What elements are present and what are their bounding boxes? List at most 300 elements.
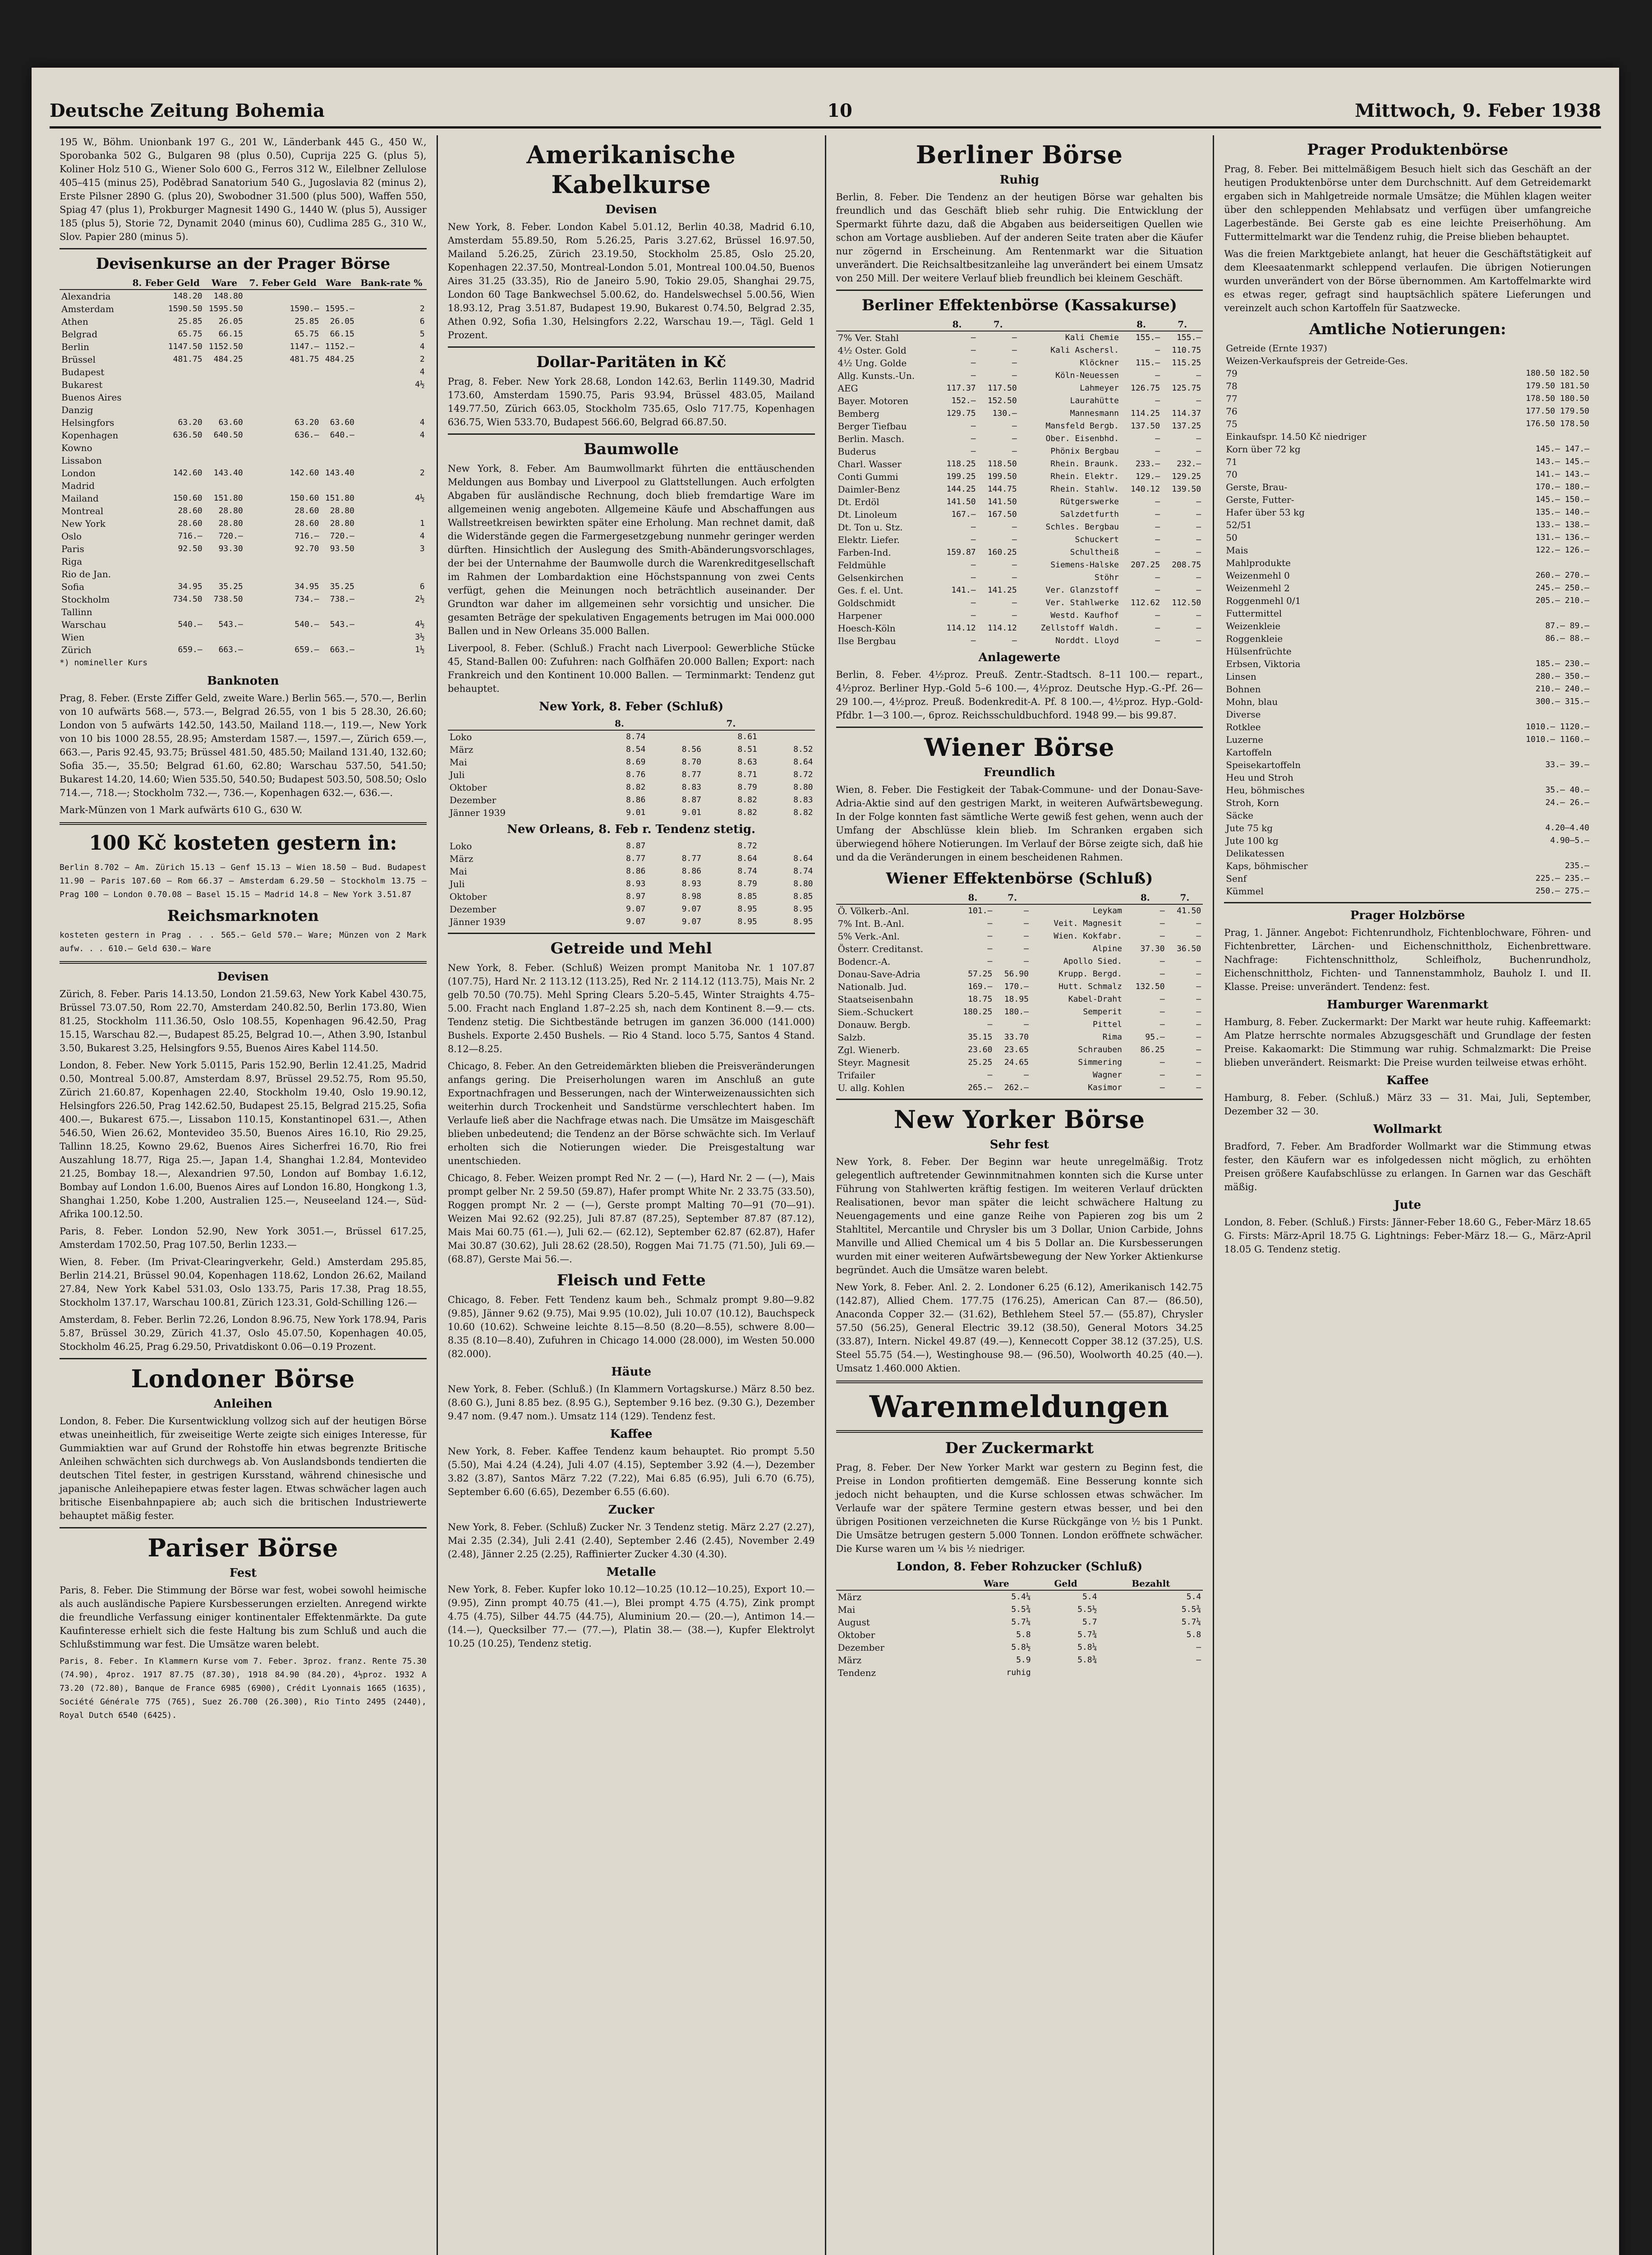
nyb-sub: Sehr fest — [989, 1138, 1049, 1151]
table-cell: 95.— — [1145, 1032, 1165, 1042]
table-cell: — — [1196, 1058, 1201, 1067]
table-cell: 640.50 — [213, 430, 243, 440]
table-cell: 143.— 145.— — [1535, 457, 1589, 466]
table-row — [836, 369, 1203, 382]
table-row — [448, 878, 815, 890]
table-cell: 734.50 — [173, 594, 202, 604]
table-cell: Jänner 1939 — [449, 807, 506, 818]
table-cell — [245, 606, 321, 618]
table-cell: Norddt. Lloyd — [1055, 636, 1119, 645]
table-cell: 118.25 — [946, 459, 976, 469]
table-row — [1224, 809, 1591, 822]
table-cell: Stöhr — [1094, 573, 1119, 582]
table-cell: 178.50 180.50 — [1526, 394, 1589, 403]
table-cell: 4½ — [415, 380, 425, 389]
table-row — [1224, 872, 1591, 885]
table-cell: 159.87 — [946, 548, 976, 557]
table-cell: 1595.50 — [208, 304, 243, 313]
table-cell: 35.— 40.— — [1545, 785, 1589, 795]
table-row — [60, 492, 427, 505]
table-cell: 1147.— — [290, 342, 319, 351]
table-cell: Bukarest — [61, 379, 103, 390]
table-cell: — — [971, 598, 976, 607]
table-row — [60, 568, 427, 580]
table-cell: 5.9 — [1016, 1655, 1031, 1665]
kaffee-hamburg-text: Hamburg, 8. Feber. (Schluß.) März 33 — 31. Mai, Juli, September, Dezember 32 — 30. — [1224, 1092, 1591, 1117]
table-cell: Erbsen, Viktoria — [1226, 658, 1301, 669]
table-cell: 63.20 — [178, 418, 202, 427]
table-row — [60, 416, 427, 429]
table-cell: 129.25 — [1172, 472, 1201, 481]
table-header-cell: 7. — [1162, 318, 1203, 331]
table-cell: 543.— — [218, 620, 243, 629]
table-cell: Donau-Save-Adria — [838, 969, 920, 980]
table-cell: 540.— — [178, 620, 202, 629]
table-cell: 8.74 — [626, 732, 646, 741]
table-cell: Ilse Bergbau — [838, 635, 896, 646]
table-row — [1224, 860, 1591, 872]
table-cell: — — [1012, 345, 1017, 355]
table-cell: 5 — [419, 329, 425, 339]
table-header-cell: 8. — [952, 891, 994, 904]
table-cell: — — [1196, 1007, 1201, 1017]
table-row — [448, 903, 815, 916]
table-cell: 25.85 — [178, 317, 202, 326]
table-cell: Oslo — [61, 531, 82, 542]
table-row — [836, 1006, 1203, 1018]
table-cell — [245, 404, 321, 416]
table-cell: Juli — [449, 769, 465, 780]
table-cell: 2 — [419, 304, 425, 313]
table-cell: 5.8¾ — [1077, 1655, 1097, 1665]
table-cell: — — [1155, 535, 1160, 544]
table-cell: 8.80 — [793, 879, 813, 888]
table-cell: — — [1155, 497, 1160, 506]
table-cell: Bodencr.-A. — [838, 956, 891, 967]
table-cell — [204, 631, 245, 644]
table-cell: 8.87 — [626, 841, 646, 851]
table-cell: Athen — [61, 316, 88, 327]
table-cell: 8.56 — [681, 745, 702, 754]
table-row — [1224, 569, 1591, 582]
devisen-prag-title: Devisenkurse an der Prager Börse — [96, 255, 391, 273]
table-row — [60, 341, 427, 353]
table-cell: — — [1196, 931, 1201, 941]
table-cell: Warschau — [61, 619, 106, 630]
table-row — [60, 631, 427, 644]
kaffee-title: Kaffee — [610, 1427, 653, 1441]
table-cell: 142.60 — [173, 468, 202, 478]
table-header-cell — [647, 717, 703, 730]
wiener-title: Wiener Börse — [924, 733, 1115, 762]
table-row — [1224, 620, 1591, 632]
table-cell: 8.61 — [737, 732, 757, 741]
table-cell: 8.74 — [737, 866, 757, 876]
table-row — [60, 517, 427, 530]
table-cell — [128, 366, 204, 378]
table-cell: 481.75 — [290, 354, 319, 364]
table-cell — [245, 366, 321, 378]
table-cell: — — [1160, 1070, 1165, 1080]
table-cell: 24.— 26.— — [1545, 798, 1589, 807]
table-row — [836, 1654, 1203, 1666]
table-cell — [245, 378, 321, 391]
table-row — [60, 378, 427, 391]
table-cell: — — [1196, 1643, 1201, 1652]
table-row — [836, 943, 1203, 955]
table-cell: — — [1012, 522, 1017, 532]
table-cell: ruhig — [1006, 1668, 1031, 1677]
table-cell: Zürich — [61, 644, 92, 655]
table-row — [60, 391, 427, 404]
table-cell: 8.95 — [737, 917, 757, 926]
table-cell: — — [1160, 969, 1165, 979]
ny-cotton-table — [448, 717, 815, 819]
jute-text: London, 8. Feber. (Schluß.) Firsts: Jänner-Feber 18.60 G., Feber-März 18.65 G. Firsts: März-April 18.75 G. Lightnings: Feber-März 18.— G., März-April 18.05 G. Tendenz stetig. — [1224, 1217, 1591, 1255]
table-row — [836, 395, 1203, 407]
table-cell: — — [1155, 522, 1160, 532]
table-cell — [245, 290, 321, 303]
table-cell: 8.52 — [793, 745, 813, 754]
table-cell: — — [1196, 573, 1201, 582]
table-cell: Daimler-Benz — [838, 484, 900, 495]
table-cell: 76 — [1226, 406, 1238, 417]
table-row — [836, 546, 1203, 559]
table-cell: — — [1012, 371, 1017, 380]
table-row — [836, 382, 1203, 395]
table-row — [836, 597, 1203, 609]
table-cell: Wien — [61, 632, 85, 643]
table-row — [1224, 822, 1591, 834]
table-cell: 6 — [419, 582, 425, 591]
table-row — [60, 530, 427, 543]
table-cell: Budapest — [61, 367, 105, 377]
prager-title: Prager Produktenbörse — [1307, 141, 1509, 159]
table-row — [1224, 342, 1591, 354]
table-cell — [356, 479, 427, 492]
table-header-cell: 8. Feber Geld — [128, 276, 204, 290]
table-cell: Ges. f. el. Unt. — [838, 585, 903, 596]
table-row — [1224, 519, 1591, 531]
table-cell: — — [1155, 371, 1160, 380]
table-row — [1224, 708, 1591, 721]
table-cell: Mai — [449, 866, 467, 877]
table-cell: März — [449, 744, 474, 755]
table-cell: Harpener — [838, 610, 882, 621]
berliner-title: Berliner Börse — [916, 140, 1123, 169]
table-cell: 3½ — [415, 632, 425, 642]
table-cell: — — [1155, 510, 1160, 519]
table-cell: Bayer. Motoren — [838, 396, 909, 406]
table-cell: 8.83 — [793, 795, 813, 805]
table-cell: Loko — [449, 732, 472, 742]
table-cell: Sofia — [61, 581, 85, 592]
table-cell: Belgrad — [61, 329, 98, 340]
anlagewerte-text: Berlin, 8. Feber. 4½proz. Preuß. Zentr.-Stadtsch. 8–11 100.— repart., 4½proz. Berliner Hyp.-Gold 5–6 100.—, 4½proz. Deutsche Hyp.-G.-Pf. 26—29 100.—, 4½proz. Preuß. Bodenkredit-A. Pf. 8 100.—, 4½proz. Hyp.-Gold-Pfdbr. 1—3 100.—, 6proz. Reichsschuldbuchford. 1948 99.— bis 99.87. — [836, 669, 1203, 721]
table-row — [836, 1603, 1203, 1616]
table-cell: — — [971, 522, 976, 532]
table-cell — [321, 479, 356, 492]
table-cell: — — [987, 931, 993, 941]
anlagewerte-title: Anlagewerte — [978, 651, 1061, 664]
column-1 — [50, 135, 438, 2255]
table-cell: — — [1012, 636, 1017, 645]
table-cell: 5.7¾ — [1077, 1630, 1097, 1639]
table-cell: 167.— — [951, 510, 976, 519]
table-row — [1224, 418, 1591, 430]
table-cell: 7% Int. B.-Anl. — [838, 918, 905, 929]
table-cell: Senf — [1226, 873, 1247, 884]
table-cell: 34.95 — [295, 582, 319, 591]
table-cell: Hülsenfrüchte — [1226, 646, 1292, 657]
table-cell: Westd. Kaufhof — [1050, 611, 1119, 620]
table-row — [836, 1081, 1203, 1094]
table-row — [60, 303, 427, 315]
table-row — [448, 890, 815, 903]
wien-text: Wien, 8. Feber. (Im Privat-Clearingverkehr, Geld.) Amsterdam 295.85, Berlin 214.21, Brüssel 90.04, Kopenhagen 118.62, London 26.62, Mailand 27.84, New York Kabel 531.03, Oslo 133.75, Paris 17.38, Prag 18.55, Stockholm 137.17, Warschau 100.81, Zürich 123.31, Gold-Schilling 126.— — [60, 1256, 427, 1308]
table-cell: 5.5½ — [1077, 1605, 1097, 1614]
getreide-title: Getreide und Mehl — [550, 939, 712, 957]
table-row — [60, 353, 427, 366]
table-cell: Alpine — [1092, 944, 1122, 953]
table-cell: Schles. Bergbau — [1045, 522, 1119, 532]
chicago-grain-text: Chicago, 8. Feber. Weizen prompt Red Nr. 2 — (—), Hard Nr. 2 — (—), Mais prompt gelber Nr. 2 59.50 (59.87), Hafer prompt White Nr. 2 33.75 (33.50), Roggen prompt Nr. 2 — (—), Gerste prompt Malting 70—91 (70—91). Weizen Mai 92.62 (92.25), Juli 87.87 (87.25), September 87.87 (87.12), Mais Mai 60.75 (61.—), Juli 62.— (62.12), September 62.87 (62.87), Hafer Mai 30.87 (30.62), Juli 28.62 (28.50), Roggen Mai 71.75 (71.50), Juli 69.— (68.87), Gerste Mai 56.—. — [447, 1173, 815, 1265]
pariser-sub: Fest — [229, 1566, 257, 1580]
table-cell: 28.60 — [295, 519, 319, 528]
table-cell: — — [1196, 623, 1201, 633]
table-row — [60, 429, 427, 442]
table-cell: 738.— — [330, 594, 354, 604]
table-cell — [204, 378, 245, 391]
wiener-schluss-title: Wiener Effektenbörse (Schluß) — [886, 870, 1153, 888]
table-cell: 101.— — [968, 906, 993, 916]
devisen2-title: Devisen — [217, 970, 269, 984]
table-cell: — — [1160, 1020, 1165, 1029]
table-cell — [245, 442, 321, 454]
table-cell: Dezember — [449, 904, 497, 915]
table-cell — [1494, 354, 1591, 367]
table-row — [836, 980, 1203, 993]
ny-cotton-title: New York, 8. Feber (Schluß) — [539, 700, 724, 713]
table-cell: Ö. Völkerb.-Anl. — [838, 906, 909, 916]
table-cell: Dt. Linoleum — [838, 509, 897, 520]
table-cell: 7% Ver. Stahl — [838, 332, 899, 343]
table-cell: Weizenmehl 2 — [1226, 583, 1290, 594]
table-row — [836, 635, 1203, 647]
table-cell: 114.25 — [1131, 409, 1160, 418]
table-cell — [321, 606, 356, 618]
table-cell: 150.60 — [290, 493, 319, 503]
table-cell: Siemens-Halske — [1050, 560, 1119, 570]
table-cell: 8.80 — [793, 782, 813, 792]
table-row — [1224, 733, 1591, 746]
table-row — [60, 644, 427, 656]
table-cell — [1099, 1666, 1203, 1679]
table-cell: 1147.50 — [168, 342, 202, 351]
table-cell: Mansfeld Bergb. — [1045, 421, 1119, 431]
table-row — [836, 407, 1203, 420]
metalle-text: New York, 8. Feber. Kupfer loko 10.12—10.25 (10.12—10.25), Export 10.— (9.95), Zinn prompt 40.75 (41.—), Blei prompt 4.75 (4.75), Zink prompt 4.75 (4.75), Silber 44.75 (44.75), Aluminium 20.— (20.—), Antimon 14.— (14.—), Quecksilber 77.— (77.—), Platin 38.— (38.—), Kupfer Elektrolyt 10.25 (10.25), Tendenz stetig. — [447, 1584, 815, 1649]
banknoten-text: Prag, 8. Feber. (Erste Ziffer Geld, zweite Ware.) Berlin 565.—, 570.—, Berlin von 10 aufwärts 568.—, 573.—, Belgrad 26.55, von 1 bis 5 28.30, 26.60; London von 5 aufwärts 142.50, 143.50, Mailand 118.—, 119.—, New York von 10 bis 1000 28.55, 28.95; Amsterdam 1587.—, 1597.—, Zürich 659.—, 663.—, Paris 92.45, 93.75; Brüssel 481.50, 485.50; Mailand 131.40, 132.60; Sofia 35.—, 35.50; Belgrad 61.60, 62.80; Warschau 537.50, 541.50; Bukarest 14.20, 14.60; Wien 535.50, 540.50; Budapest 503.50, 508.50; Oslo 714.—, 718.—; Stockholm 732.—, 736.—, Kopenhagen 632.—, 636.—. — [60, 693, 427, 798]
table-cell: Gelsenkirchen — [838, 572, 904, 583]
table-cell: Jute 75 kg — [1226, 823, 1273, 833]
table-cell: 265.— — [968, 1083, 993, 1092]
table-cell: Elektr. Liefer. — [838, 534, 900, 545]
table-cell — [356, 555, 427, 568]
table-cell: — — [1024, 957, 1029, 966]
table-cell: — — [1155, 611, 1160, 620]
kabel-text: New York, 8. Feber. London Kabel 5.01.12, Berlin 40.38, Madrid 6.10, Amsterdam 55.89.50, Rom 5.26.25, Paris 3.27.62, Brüssel 16.97.50, Mailand 5.26.25, Zürich 23.19.50, Stockholm 25.85, Oslo 25.20, Kopenhagen 22.37.50, Montreal-London 5.01, Montreal 100.04.50, Buenos Aires 31.25 (33.35), Rio de Janeiro 5.90, Tokio 29.05, Shanghai 29.75, London 60 Tage Bankwechsel 5.00.62, do. Handelswechsel 5.00.56, Wien 18.93.12, Prag 3.51.87, Budapest 19.90, Bukarest 0.74.50, Belgrad 2.35, Athen 0.92, Sofia 1.30, Helsingfors 2.22, Warschau 19.—, Tägl. Geld 1 Prozent. — [447, 221, 815, 341]
table-cell: — — [1196, 497, 1201, 506]
table-cell: Kabel-Draht — [1068, 994, 1122, 1004]
table-row — [836, 433, 1203, 445]
table-cell: 1590.50 — [168, 304, 202, 313]
table-cell: 63.20 — [295, 418, 319, 427]
zuckermarkt-title: Der Zuckermarkt — [945, 1439, 1094, 1457]
table-row — [1224, 493, 1591, 506]
table-cell: 86.25 — [1140, 1045, 1165, 1054]
table-cell: Kartoffeln — [1226, 747, 1272, 758]
table-cell: Rhein. Braunk. — [1050, 459, 1119, 469]
table-header-cell: Ware — [321, 276, 356, 290]
table-cell: 640.— — [330, 430, 354, 440]
table-cell: 233.— — [1135, 459, 1160, 469]
banknoten-title: Banknoten — [207, 674, 279, 688]
reichsmark-title: Reichsmarknoten — [167, 907, 319, 925]
table-cell: 57.25 — [968, 969, 993, 979]
notierungen-table — [1224, 342, 1591, 897]
haeute-text: New York, 8. Feber. (Schluß.) (In Klammern Vortagskurse.) März 8.50 bez. (8.60 G.), Juni 8.85 bez. (8.95 G.), September 9.16 bez. (9.30 G.), Dezember 9.47 nom. (9.47 nom.). Umsatz 114 (129). Tendenz fest. — [447, 1384, 815, 1422]
table-cell: Lissabon — [61, 455, 102, 466]
table-cell: 540.— — [295, 620, 319, 629]
table-cell: 659.— — [295, 645, 319, 654]
table-cell: 8.69 — [626, 757, 646, 767]
table-cell: Speisekartoffeln — [1226, 759, 1301, 770]
table-cell: 5.8¼ — [1077, 1643, 1097, 1652]
table-cell: 115.25 — [1172, 358, 1201, 368]
table-cell: Leykam — [1092, 906, 1122, 916]
table-cell: 8.85 — [793, 892, 813, 901]
table-cell: August — [838, 1617, 870, 1628]
kc100-title: 100 Kč kosteten gestern in: — [89, 832, 397, 855]
zuckermarkt-text: Prag, 8. Feber. Der New Yorker Markt war gestern zu Beginn fest, die Preise in London profitierten demgemäß. Eine Besserung konnte sich jedoch nicht behaupten, und die Kurse schlossen etwas schwächer. Im Verlaufe war der spätere Termine gestern etwas besser, und bei den übrigen Positionen verzeichneten die Kurse Rückgänge von ½ bis 1 Punkt. Die Umsätze betrugen gestern 5.000 Tonnen. London eröffnete schwächer. Die Kurse waren um ¼ bis ½ niedriger. — [836, 1462, 1203, 1554]
table-cell: 23.65 — [1004, 1045, 1029, 1054]
waren-title: Warenmeldungen — [869, 1389, 1169, 1424]
table-header-cell — [448, 717, 592, 730]
table-cell: Schuckert — [1075, 535, 1119, 544]
table-cell: Laurahütte — [1070, 396, 1119, 405]
haeute-title: Häute — [611, 1365, 652, 1379]
table-cell — [128, 442, 204, 454]
table-row — [836, 508, 1203, 521]
getreide-text: New York, 8. Feber. (Schluß) Weizen prompt Manitoba Nr. 1 107.87 (107.75), Hard Nr. 2 113.12 (113.25), Red Nr. 2 114.12 (113.75), Mais Nr. 2 gelb 70.50 (70.75). Mehl Spring Clears 5.20–5.45, Winter Straights 4.75–5.00. Fracht nach England 1.87–2.25 sh, nach dem Kontinent 8.—9.— cts. Tendenz stetig. Die Sichtbestände betrugen im ganzen 36.000 (141.000) Bushels. Exporte 2.450 Bushels. — Rio 4 Stand. loco 5.75, Santos 4 Stand. 8.12—8.25. — [447, 962, 815, 1054]
table-cell: 35.15 — [968, 1032, 993, 1042]
prager-text-2: Was die freien Marktgebiete anlangt, hat heuer die Geschäftstätigkeit auf dem Kleesaatenmarkt schleppend verlaufen. Die übrigen Notierungen wurden unverändert von der Börse übernommen. Am Kartoffelmarkte wird es etwas reger, gefragt sind hauptsächlich spätere Lieferungen und vereinzelt auch schon Kartoffeln für Saatzwecke. — [1224, 249, 1591, 313]
table-cell: Montreal — [61, 506, 104, 516]
table-cell: — — [1196, 969, 1201, 979]
zucker-ny-title: Zucker — [608, 1503, 654, 1517]
table-cell: Salzdetfurth — [1060, 510, 1119, 519]
kabel-sub: Devisen — [605, 203, 657, 216]
table-row — [448, 756, 815, 769]
table-row — [1224, 683, 1591, 695]
table-cell: — — [1155, 446, 1160, 456]
table-cell: 8.51 — [737, 745, 757, 754]
table-cell: — — [971, 573, 976, 582]
table-cell: März — [838, 1655, 861, 1666]
table-cell: 720.— — [330, 531, 354, 541]
table-cell: Ober. Eisenbhd. — [1045, 434, 1119, 443]
table-cell: 8.82 — [737, 808, 757, 817]
table-cell — [321, 391, 356, 404]
table-row — [836, 357, 1203, 369]
table-cell — [128, 631, 204, 644]
table-cell: 225.— 235.— — [1535, 874, 1589, 883]
table-cell: New York — [61, 518, 106, 529]
pariser-title: Pariser Börse — [147, 1533, 339, 1562]
no-cotton-title: New Orleans, 8. Feb r. Tendenz stetig. — [507, 823, 756, 836]
table-cell: 118.50 — [987, 459, 1017, 469]
table-cell: 167.50 — [987, 510, 1017, 519]
table-cell: 2½ — [415, 594, 425, 604]
table-cell: 1152.50 — [208, 342, 243, 351]
table-cell: 4.20—4.40 — [1545, 823, 1589, 833]
table-cell: 245.— 250.— — [1535, 583, 1589, 593]
table-cell: Köln-Neuessen — [1055, 371, 1119, 380]
table-cell: 1 — [419, 519, 425, 528]
table-row — [60, 593, 427, 606]
nyb-title: New Yorker Börse — [893, 1105, 1145, 1134]
table-cell: 141.— — [951, 585, 976, 595]
table-cell: 210.— 240.— — [1535, 684, 1589, 694]
table-cell: Säcke — [1226, 810, 1254, 821]
table-row — [448, 781, 815, 794]
dollar-text: Prag, 8. Feber. New York 28.68, London 142.63, Berlin 1149.30, Madrid 173.60, Amsterdam 1590.75, Paris 93.94, Brüssel 483.05, Mailand 149.77.50, Zürich 663.05, Stockholm 735.65, Oslo 717.75, Kopenhagen 636.75, Wien 533.70, Budapest 566.60, Belgrad 66.87.50. — [447, 376, 815, 428]
table-cell: 24.65 — [1004, 1058, 1029, 1067]
table-cell: — — [1160, 1058, 1165, 1067]
table-cell — [321, 454, 356, 467]
table-cell: — — [1196, 585, 1201, 595]
table-row — [1224, 695, 1591, 708]
kabel-title: Amerikanische Kabelkurse — [526, 140, 736, 199]
table-cell: Oktober — [449, 891, 487, 902]
table-row — [1224, 847, 1591, 860]
table-cell: Nationalb. Jud. — [838, 981, 907, 992]
table-row — [60, 328, 427, 341]
table-cell: Mannesmann — [1070, 409, 1119, 418]
table-row — [1224, 557, 1591, 569]
table-cell: 126.75 — [1131, 383, 1160, 393]
table-row — [836, 1056, 1203, 1069]
table-row — [836, 1616, 1203, 1629]
table-cell: Staatseisenbahn — [838, 994, 914, 1005]
table-cell: — — [1196, 1020, 1201, 1029]
table-cell: 4½ Ung. Golde — [838, 358, 907, 368]
table-cell: — — [1024, 931, 1029, 941]
table-cell: Farben-Ind. — [838, 547, 891, 558]
table-header-cell: 8. — [592, 717, 648, 730]
table-cell: 5.5¾ — [1011, 1605, 1031, 1614]
table-row — [836, 622, 1203, 635]
table-cell: 8.95 — [737, 904, 757, 914]
table-cell: 9.07 — [626, 917, 646, 926]
table-cell: — — [1196, 535, 1201, 544]
table-cell: 5.7¼ — [1011, 1617, 1031, 1627]
table-row — [60, 479, 427, 492]
table-cell: AEG — [838, 383, 858, 394]
table-cell: 33.— 39.— — [1545, 760, 1589, 769]
wiener-text: Wien, 8. Feber. Die Festigkeit der Tabak-Commune- und der Donau-Save-Adria-Aktie sind auf den gestrigen Markt, in weiteren Aufwärtsbewegung. In der Folge konnten fast sämtliche Werte gewiß fest gehen, wenn auch der Umfang der Abschlüsse klein blieb. Im Schranken ergaben sich überwiegend höhere Notierungen. Im Verlauf der Börse zeigte sich, daß hie und da die Veränderungen in einem bescheidenen Rahmen. — [836, 784, 1203, 863]
